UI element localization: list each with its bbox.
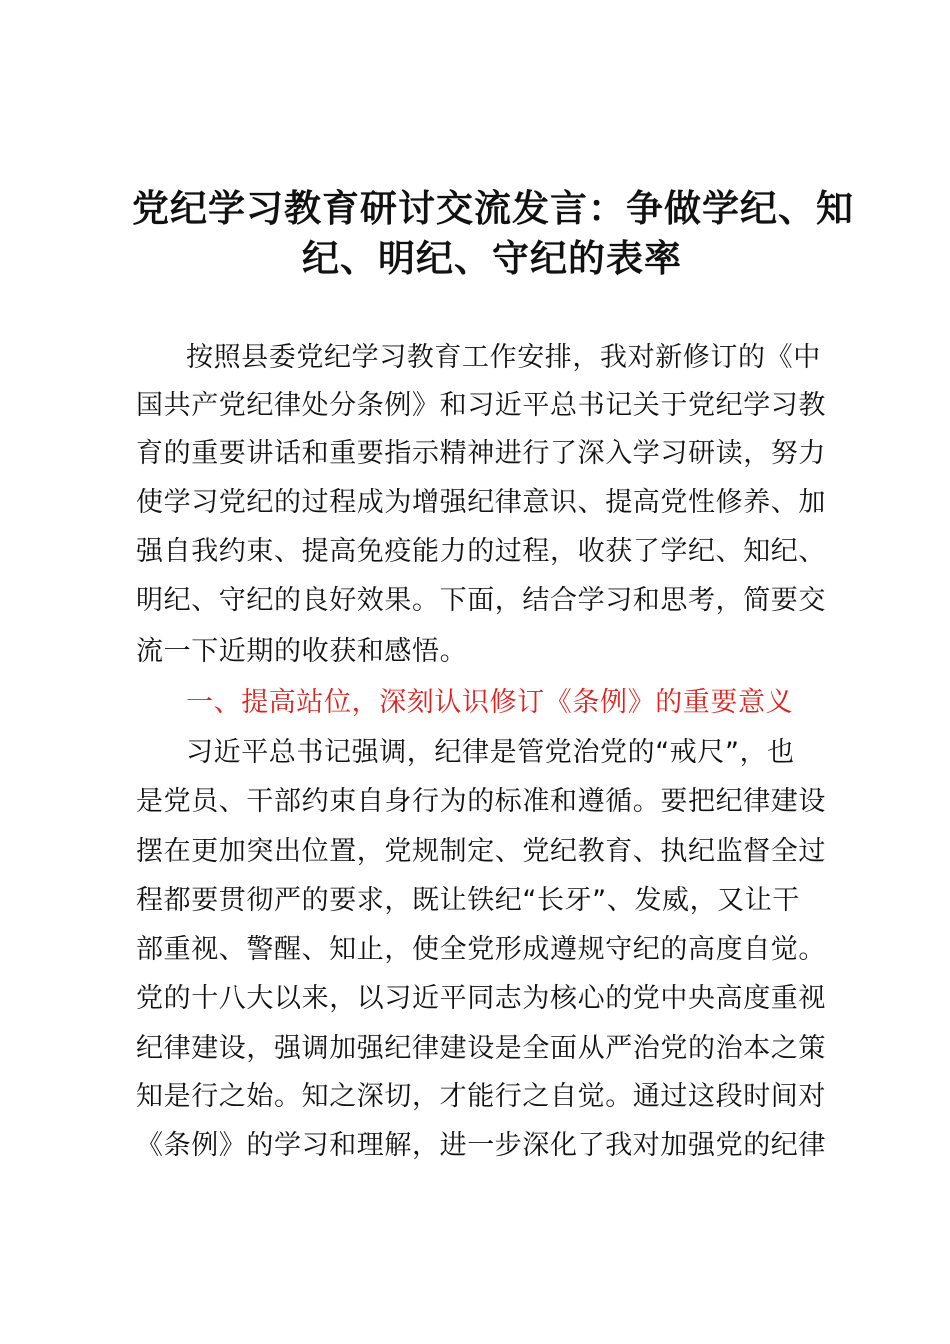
paragraph-1-line-5: 强自我约束、提高免疫能力的过程，收获了学纪、知纪、 (136, 536, 826, 567)
paragraph-2-line-9: 《条例》的学习和理解，进一步深化了我对加强党的纪律 (136, 1130, 826, 1161)
title-line-2: 纪、明纪、守纪的表率 (302, 237, 682, 280)
paragraph-1-line-7: 流一下近期的收获和感悟。 (136, 636, 468, 667)
paragraph-2-line-5: 部重视、警醒、知止，使全党形成遵规守纪的高度自觉。 (136, 934, 826, 965)
paragraph-1-line-1: 按照县委党纪学习教育工作安排，我对新修订的《中 (186, 342, 821, 373)
paragraph-2-line-3: 摆在更加突出位置，党规制定、党纪教育、执纪监督全过 (136, 836, 826, 867)
paragraph-1-line-3: 育的重要讲话和重要指示精神进行了深入学习研读，努力 (136, 438, 826, 469)
paragraph-1-line-4: 使学习党纪的过程成为增强纪律意识、提高党性修养、加 (136, 487, 826, 518)
document-title (132, 184, 852, 284)
paragraph-1-line-6: 明纪、守纪的良好效果。下面，结合学习和思考，简要交 (136, 585, 826, 616)
paragraph-2-line-7: 纪律建设，强调加强纪律建设是全面从严治党的治本之策 (136, 1033, 826, 1064)
paragraph-2-line-4: 程都要贯彻严的要求，既让铁纪“长牙”、发威，又让干 (136, 885, 800, 916)
paragraph-2-line-8: 知是行之始。知之深切，才能行之自觉。通过这段时间对 (136, 1081, 826, 1112)
paragraph-2-line-1: 习近平总书记强调，纪律是管党治党的“戒尺”，也 (186, 737, 795, 768)
paragraph-2-line-2: 是党员、干部约束自身行为的标准和遵循。要把纪律建设 (136, 786, 826, 817)
paragraph-2-line-6: 党的十八大以来，以习近平同志为核心的党中央高度重视 (136, 983, 826, 1014)
section-heading-1: 一、提高站位，深刻认识修订《条例》的重要意义 (186, 687, 794, 718)
title-line-1: 党纪学习教育研讨交流发言：争做学纪、知 (132, 187, 854, 230)
paragraph-1-line-2: 国共产党纪律处分条例》和习近平总书记关于党纪学习教 (136, 390, 826, 421)
